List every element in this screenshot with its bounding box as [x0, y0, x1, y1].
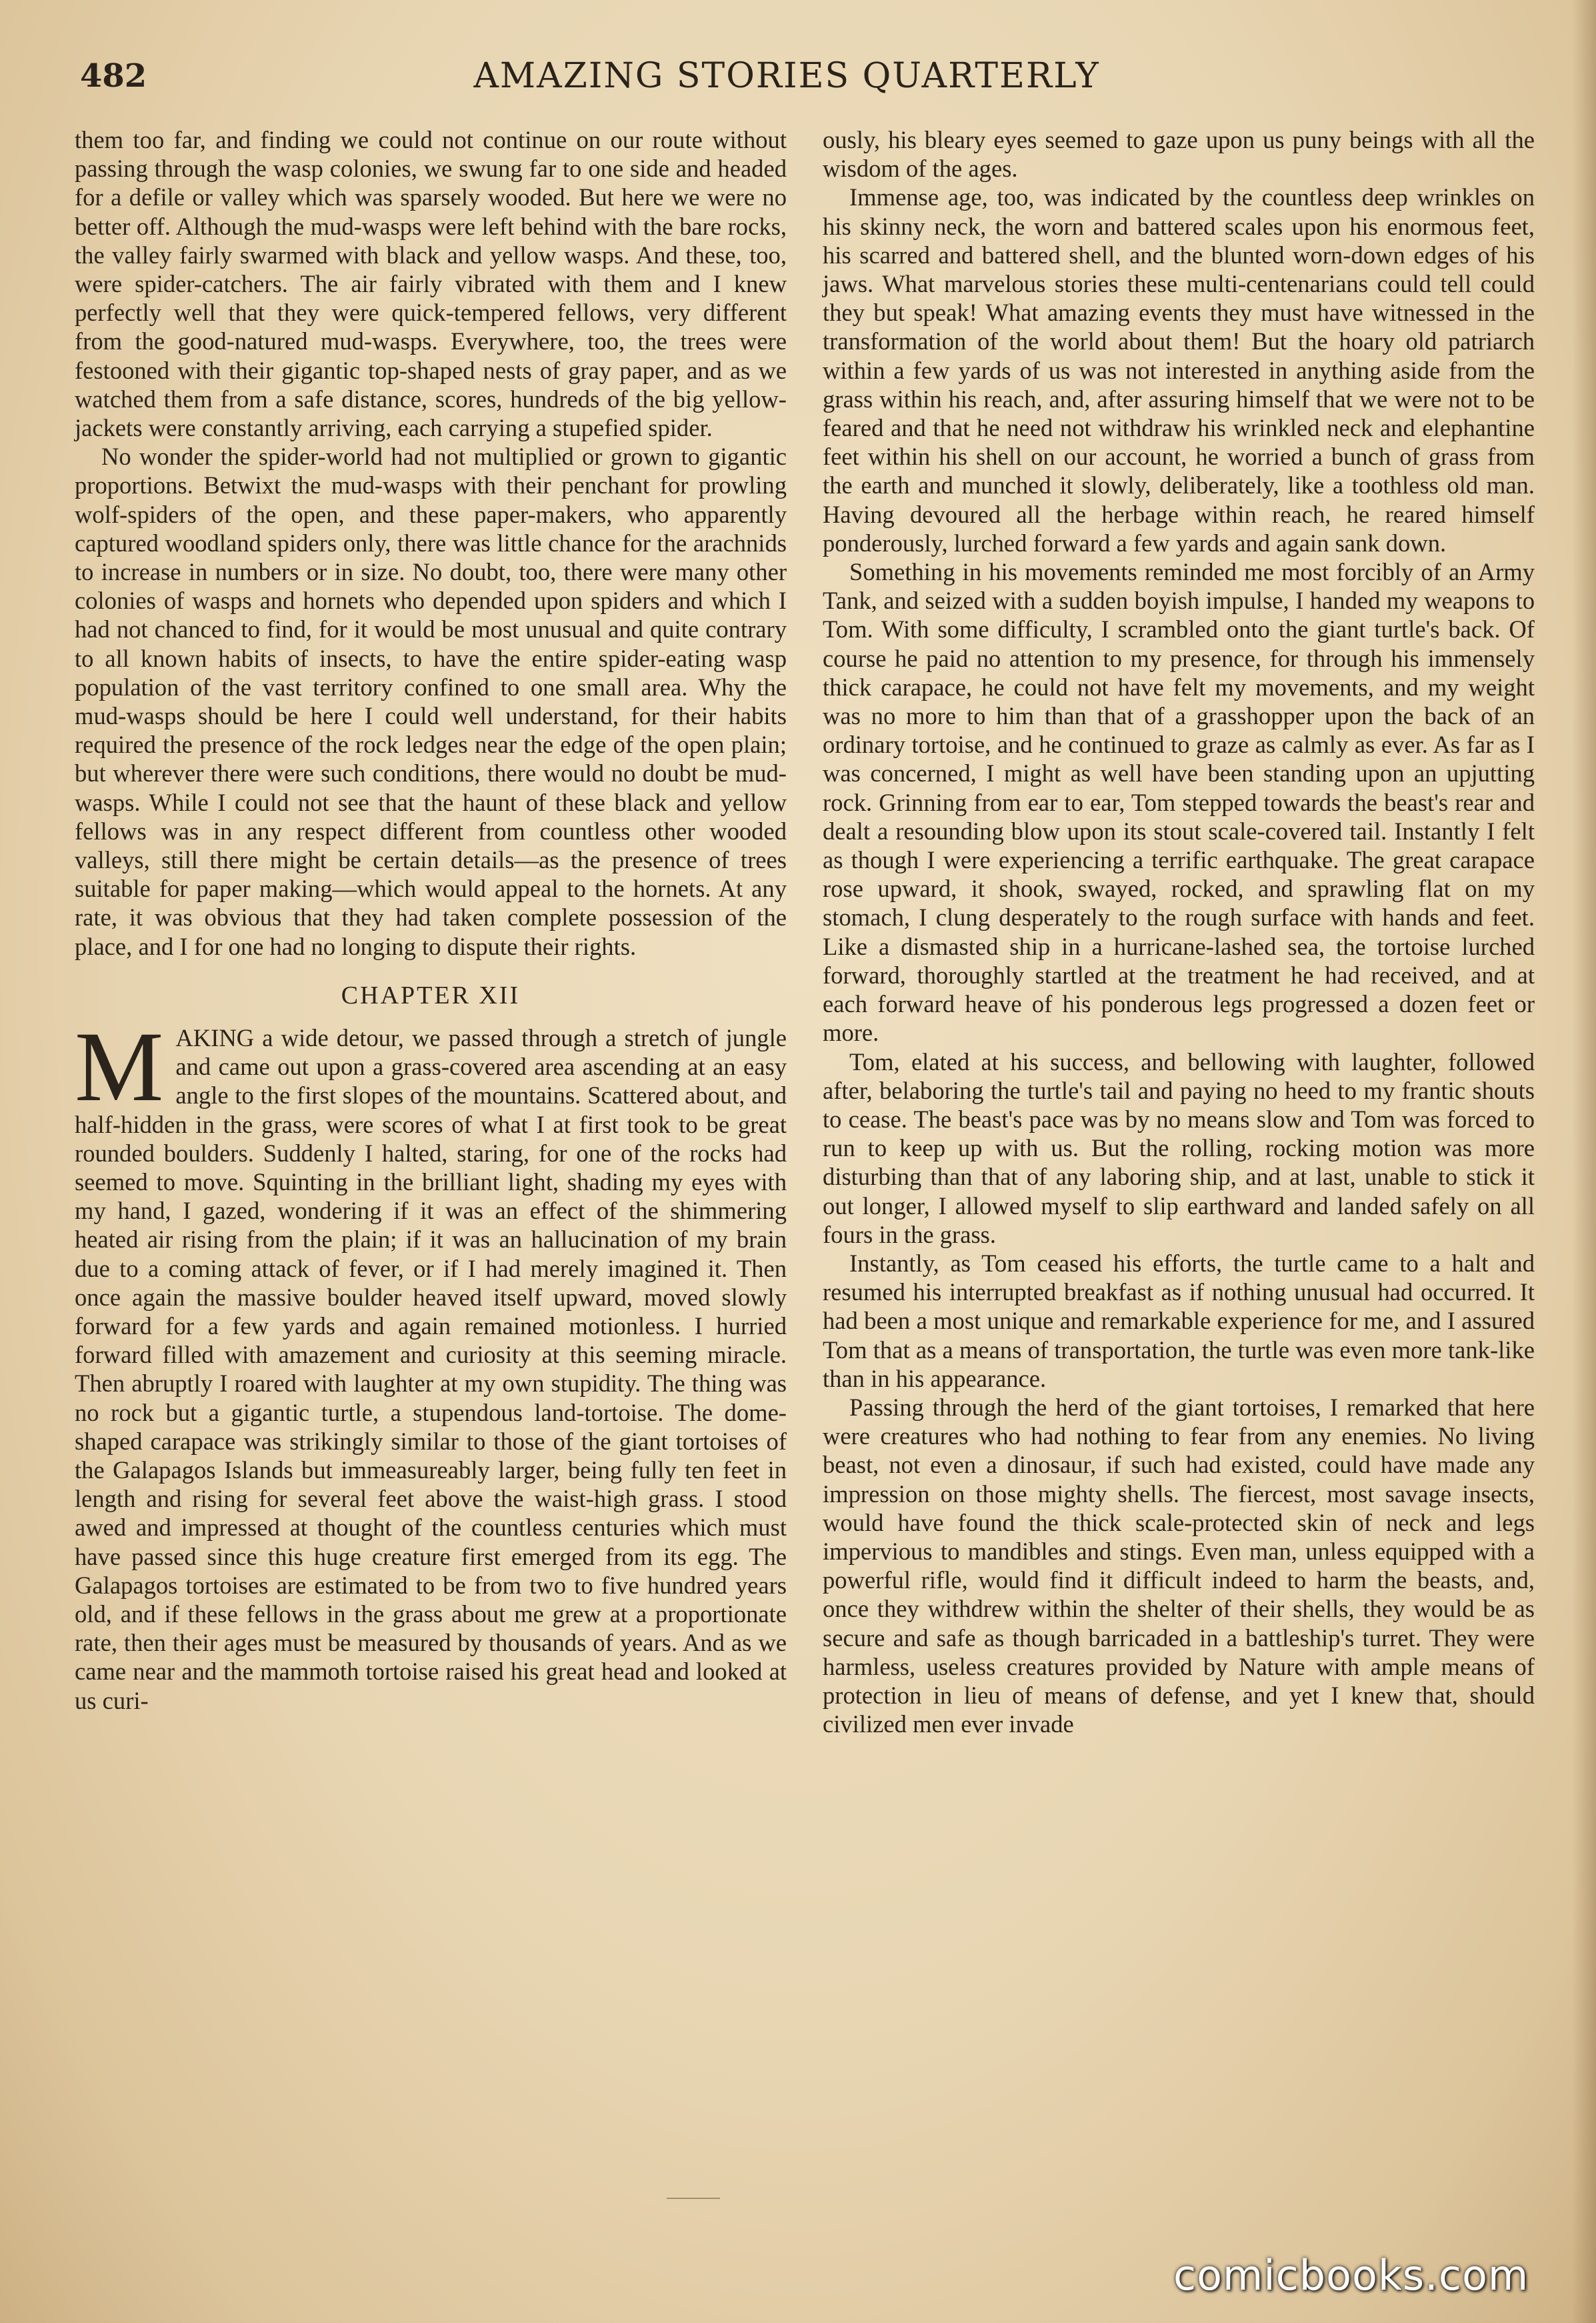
right-paragraph-3: Something in his movements reminded me most forcibly of an Army Tank, and seized with a sudden boyish impulse, I handed my weapons to Tom. With some difficulty, I scrambled onto the giant turtle's back. Of course he paid no attention to my presence, for through his immensely thick carapace, he could not have felt my movements, and my weight was no more to him than that of a grasshopper upon the back of an ordinary tortoise, and he continued to graze as calmly as ever. As far as I was concerned, I might as well have been standing upon an upjutting rock. Grinning from ear to ear, Tom stepped towards the beast's rear and dealt a resounding blow upon its stout scale-covered tail. Instantly I felt as though I were experiencing a terrific earthquake. The great carapace rose upward, it shook, swayed, rocked, and sprawling flat on my stomach, I clung desperately to the rough surface with hands and feet. Like a dismasted ship in a hurricane-lashed sea, the tortoise lurched forward, thoroughly startled at the treatment he had received, and at each forward heave of his ponderous legs progressed a dozen feet or more. [823, 558, 1535, 1047]
chapter-heading: CHAPTER XII [341, 981, 521, 1009]
footer-divider [667, 2198, 720, 2199]
page-edge-shadow [1572, 0, 1596, 2323]
left-paragraph-1: them too far, and finding we could not continue on our route without passing through the wasp colonies, we swung far to one side and headed for a defile or valley which was sparsely wooded. But here we were no better off. Although the mud-wasps were left behind with the bare rocks, the valley fairly swarmed with black and yellow wasps. And these, too, were spider-catchers. The air fairly vibrated with them and I knew perfectly well that they were quick-tempered fellows, very different from the good-natured mud-wasps. Everywhere, too, the trees were festooned with their gigantic top-shaped nests of gray paper, and as we watched them from a safe distance, scores, hundreds of the big yellow-jackets were constantly arriving, each carrying a stupefied spider. [75, 126, 787, 442]
running-title: AMAZING STORIES QUARTERLY [473, 56, 1100, 96]
left-column [75, 125, 787, 1715]
right-paragraph-6: Passing through the herd of the giant tortoises, I remarked that here were creatures who had nothing to fear from any enemies. No living beast, not even a dinosaur, if such had existed, could have made any impression on those mighty shells. The fiercest, most savage insects, would have found the thick scale-protected skin of neck and legs impervious to mandibles and stings. Even man, unless equipped with a powerful rifle, would find it difficult indeed to harm the beasts, and, once they withdrew within the shelter of their shells, they would be as secure and safe as though barricaded in a battleship's turret. They were harmless, useless creatures provided by Nature with ample means of protection in lieu of means of defense, and yet I knew that, should civilized men ever invade [823, 1393, 1535, 1738]
chapter-opening-paragraph [75, 1011, 787, 1715]
left-paragraph-2: No wonder the spider-world had not multiplied or grown to gigantic proportions. Betwixt the mud-wasps with their penchant for prowling wolf-spiders of the open, and these paper-makers, who apparently captured woodland spiders only, there was little chance for the arachnids to increase in numbers or in size. No doubt, too, there were many other colonies of wasps and hornets who depended upon spiders and which I had not chanced to find, for it would be most unusual and quite contrary to all known habits of insects, to have the entire spider-eating wasp population of the vast territory confined to one small area. Why the mud-wasps should be here I could well understand, for their habits required the presence of the rock ledges near the edge of the open plain; but wherever there were such conditions, there would no doubt be mud-wasps. While I could not see that the haunt of these black and yellow fellows was in any respect different from countless other wooded valleys, still there might be certain details—as the presence of trees suitable for paper making—which would appeal to the hornets. At any rate, it was obvious that they had taken complete possession of the place, and I for one had no longing to dispute their rights. [75, 443, 787, 960]
right-paragraph-1: ously, his bleary eyes seemed to gaze upon us puny beings with all the wisdom of the ages. [823, 126, 1535, 183]
right-paragraph-5: Instantly, as Tom ceased his efforts, the turtle came to a halt and resumed his interrupted breakfast as if nothing unusual had occurred. It had been a most unique and remarkable experience for me, and I assured Tom that as a means of transportation, the turtle was even more tank-like than in his appearance. [823, 1249, 1535, 1392]
chapter-opening-text: AKING a wide detour, we passed through a stretch of jungle and came out upon a grass-covered area ascending at an easy angle to the first slopes of the mountains. Scattered about, and half-hidden in the grass, were scores of what I at first took to be great rounded boulders. Suddenly I halted, staring, for one of the rocks had seemed to move. Squinting in the brilliant light, shading my eyes with my hand, I gazed, wondering if it was an effect of the shimmering heated air rising from the plain; if it was an hallucination of my brain due to a coming attack of fever, or if I had merely imagined it. Then once again the massive boulder heaved itself upward, moved slowly forward for a few yards and again remained motionless. I hurried forward filled with amazement and curiosity at this seeming miracle. Then abruptly I roared with laughter at my own stupidity. The thing was no rock but a gigantic turtle, a stupendous land-tortoise. The dome-shaped carapace was strikingly similar to those of the giant tortoises of the Galapagos Islands but immeasureably larger, being fully ten feet in length and rising for several feet above the waist-high grass. I stood awed and impressed at thought of the countless centuries which must have passed since this huge creature first emerged from its egg. The Galapagos tortoises are estimated to be from two to five hundred years old, and if these fellows in the grass about me grew at a proportionate rate, then their ages must be measured by thousands of years. And as we came near and the mammoth tortoise raised his great head and looked at us curi- [75, 1023, 787, 1714]
page-header [80, 53, 1533, 107]
site-watermark: comicbooks.com [1173, 2251, 1529, 2300]
drop-cap: M [75, 1011, 164, 1122]
right-paragraph-4: Tom, elated at his success, and bellowing with laughter, followed after, belaboring the turtle's tail and paying no heed to my frantic shouts to cease. The beast's pace was by no means slow and Tom was forced to run to keep up with us. But the rolling, rocking motion was more disturbing than that of any laboring ship, and at last, unable to stick it out longer, I allowed myself to slip earthward and landed safely on all fours in the grass. [823, 1047, 1535, 1248]
right-paragraph-2: Immense age, too, was indicated by the countless deep wrinkles on his skinny neck, the worn and battered scales upon his enormous feet, his scarred and battered shell, and the blunted worn-down edges of his jaws. What marvelous stories these multi-centenarians could tell could they but speak! What amazing events they must have witnessed in the transformation of the world about them! But the hoary old patriarch within a few yards of us was not interested in anything aside from the grass within his reach, and, after assuring himself that we were not to be feared and that he need not withdraw his wrinkled neck and elephantine feet within his shell on our account, he worried a bunch of grass from the earth and munched it slowly, deliberately, like a toothless old man. Having devoured all the herbage within reach, he reared himself ponderously, lurched forward a few yards and again sank down. [823, 183, 1535, 557]
right-column [823, 125, 1535, 1738]
page-number: 482 [80, 57, 147, 95]
